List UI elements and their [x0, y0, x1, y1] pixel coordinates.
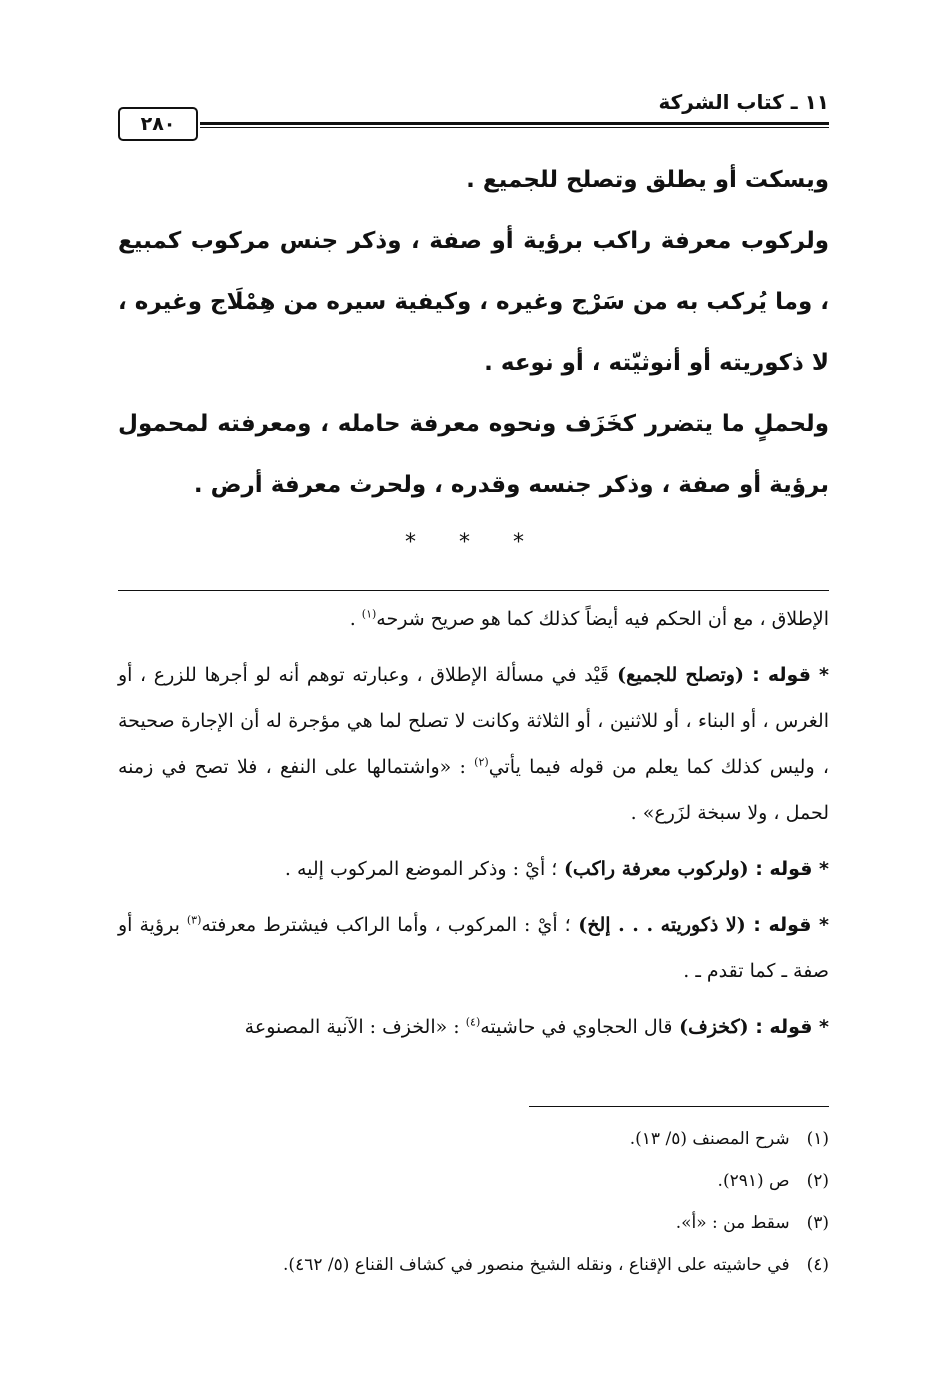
- commentary: [118, 596, 829, 1050]
- footnote-number: (١): [806, 1129, 829, 1149]
- commentary-divider: [118, 590, 829, 591]
- commentary-paragraph-5: * قوله : (كخزف) قال الحجاوي في حاشيته$^{(٤)}$ : «الخزف : الآنية المصنوعة: [244, 1015, 829, 1038]
- main-paragraph-3: ولحملٍ ما يتضرر كخَزَف ونحوه معرفة حامله ، ومعرفته لمحمول برؤية أو صفة ، وذكر جنسه وقدره ، ولحرث معرفة أرض .: [118, 411, 829, 498]
- quoted-phrase: (ولركوب معرفة راكب): [557, 858, 756, 880]
- quoted-phrase: (لا ذكوريته . . . إلخ): [570, 914, 754, 936]
- section-separator: * * *: [405, 530, 542, 555]
- footnote-ref[interactable]: (٣): [186, 913, 202, 927]
- footnote-ref[interactable]: (٤): [465, 1015, 481, 1029]
- footnote-ref[interactable]: (١): [361, 607, 377, 621]
- entry-marker: * قوله :: [752, 664, 829, 686]
- commentary-paragraph-3: * قوله : (ولركوب معرفة راكب) ؛ أيْ : وذكر الموضع المركوب إليه .: [284, 858, 829, 880]
- footnote-text: ص (٢٩١).: [717, 1171, 790, 1191]
- footnote-item: [118, 1202, 829, 1244]
- quoted-phrase: (كخزف): [672, 1016, 756, 1038]
- commentary-paragraph-1: الإطلاق ، مع أن الحكم فيه أيضاً كذلك كما هو صريح شرحه$^{(١)}$ .: [349, 607, 829, 630]
- footnote-ref[interactable]: (٢): [474, 755, 489, 769]
- header-rule: [200, 122, 829, 128]
- footnote-text: شرح المصنف (٥/ ١٣).: [629, 1129, 790, 1149]
- footnote-item: [118, 1160, 829, 1202]
- commentary-paragraph-4: * قوله : (لا ذكوريته . . . إلخ) ؛ أيْ : المركوب ، وأما الراكب فيشترط معرفته$^{(٣)}$ برؤية أو صفة ـ كما تقدم ـ .: [118, 913, 829, 982]
- footnote-item: [118, 1118, 829, 1160]
- main-paragraph-1: ويسكت أو يطلق وتصلح للجميع .: [466, 167, 829, 193]
- entry-marker: * قوله :: [755, 858, 829, 880]
- page-number: ٢٨٠: [140, 113, 176, 135]
- footnote-rule: [529, 1106, 829, 1107]
- footnote-text: سقط من : «أ».: [675, 1213, 790, 1233]
- main-paragraph-2: ولركوب معرفة راكب برؤية أو صفة ، وذكر جنس مركوب كمبيع ، وما يُركب به من سَرْج وغيره ، وكيفية سيره من هِمْلَاج وغيره ، لا ذكوريته أو أنوثيّته ، أو نوعه .: [118, 228, 829, 376]
- entry-marker: * قوله :: [753, 914, 829, 936]
- quoted-phrase: (وتصلح للجميع): [608, 664, 753, 686]
- footnote-item: [118, 1244, 829, 1286]
- footnote-number: (٢): [806, 1171, 829, 1191]
- footnote-number: (٤): [806, 1255, 829, 1275]
- entry-marker: * قوله :: [755, 1016, 829, 1038]
- footnote-text: في حاشيته على الإقناع ، ونقله الشيخ منصور في كشاف القناع (٥/ ٤٦٢).: [283, 1255, 790, 1275]
- commentary-paragraph-2: * قوله : (وتصلح للجميع) قَيْد في مسألة الإطلاق ، وعبارته توهم أنه لو أجرها للزرع ، أو الغرس ، أو البناء ، أو للاثنين ، أو الثلاثة وكانت لا تصلح لما هي مؤجرة له أن الإجارة صحيحة ، وليس كذلك كما يعلم من قوله فيما يأتي$^{(٢)}$ : «واشتمالها على النفع ، فلا تصح في زمنه لحمل ، ولا سبخة لزَرع» .: [118, 664, 830, 824]
- chapter-title: ١١ ـ كتاب الشركة: [658, 90, 829, 114]
- main-text: [118, 150, 829, 516]
- page-number-box: [118, 107, 198, 141]
- footnotes: [118, 1118, 829, 1286]
- footnote-number: (٣): [806, 1213, 829, 1233]
